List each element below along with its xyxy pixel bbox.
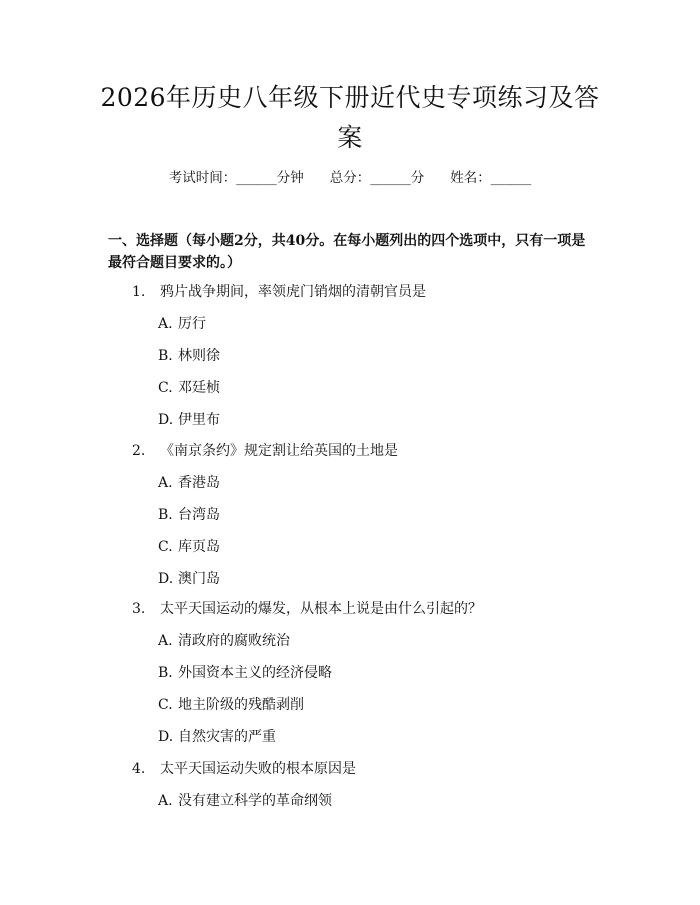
option-letter: C. xyxy=(158,539,173,555)
question-text: 太平天国运动失败的根本原因是 xyxy=(160,761,356,777)
option-3b xyxy=(158,663,332,683)
option-text: 外国资本主义的经济侵略 xyxy=(178,665,332,681)
question-text: 鸦片战争期间，率领虎门销烟的清朝官员是 xyxy=(160,284,426,300)
option-text: 自然灾害的严重 xyxy=(178,729,276,745)
exam-meta xyxy=(0,168,700,188)
option-text: 香港岛 xyxy=(178,475,220,491)
option-3c xyxy=(158,695,304,715)
option-text: 地主阶级的残酷剥削 xyxy=(178,697,304,713)
option-text: 没有建立科学的革命纲领 xyxy=(178,793,332,809)
option-text: 澳门岛 xyxy=(178,571,220,587)
option-2a xyxy=(158,473,220,493)
option-3a xyxy=(158,631,290,651)
option-2c xyxy=(158,537,220,557)
option-text: 清政府的腐败统治 xyxy=(178,633,290,649)
option-2b xyxy=(158,505,220,525)
section-heading: 一、选择题（每小题2分，共40分。在每小题列出的四个选项中，只有一项是最符合题目要求的。） xyxy=(108,233,586,271)
option-text: 库页岛 xyxy=(178,539,220,555)
question-number: 4. xyxy=(132,761,146,777)
option-letter: B. xyxy=(158,507,173,523)
option-text: 伊里布 xyxy=(178,412,220,428)
option-text: 厉行 xyxy=(178,316,206,332)
option-1a xyxy=(158,314,206,334)
option-letter: D. xyxy=(158,729,174,745)
option-3d xyxy=(158,727,276,747)
option-1c xyxy=(158,378,220,398)
question-1 xyxy=(132,282,426,302)
option-4a xyxy=(158,791,332,811)
question-text: 太平天国运动的爆发，从根本上说是由什么引起的？ xyxy=(160,601,482,617)
option-2d xyxy=(158,569,220,589)
option-letter: A. xyxy=(158,475,173,491)
option-letter: A. xyxy=(158,316,173,332)
question-number: 1. xyxy=(132,284,146,300)
option-letter: B. xyxy=(158,348,173,364)
question-4 xyxy=(132,759,356,779)
total-score-label: 总分：______分 xyxy=(329,170,425,186)
option-letter: A. xyxy=(158,793,173,809)
question-number: 2. xyxy=(132,443,146,459)
option-letter: D. xyxy=(158,571,174,587)
option-text: 台湾岛 xyxy=(178,507,220,523)
option-letter: A. xyxy=(158,633,173,649)
question-2 xyxy=(132,441,398,461)
option-letter: C. xyxy=(158,697,173,713)
option-1b xyxy=(158,346,220,366)
question-text: 《南京条约》规定割让给英国的土地是 xyxy=(160,443,398,459)
name-label: 姓名：______ xyxy=(450,170,532,186)
question-3 xyxy=(132,599,482,619)
exam-time-label: 考试时间：______分钟 xyxy=(168,170,304,186)
option-letter: D. xyxy=(158,412,174,428)
option-text: 林则徐 xyxy=(178,348,220,364)
option-1d xyxy=(158,410,220,430)
option-letter: C. xyxy=(158,380,173,396)
option-letter: B. xyxy=(158,665,173,681)
question-number: 3. xyxy=(132,601,146,617)
page-title: 2026年历史八年级下册近代史专项练习及答案 xyxy=(100,83,600,152)
option-text: 邓廷桢 xyxy=(178,380,220,396)
